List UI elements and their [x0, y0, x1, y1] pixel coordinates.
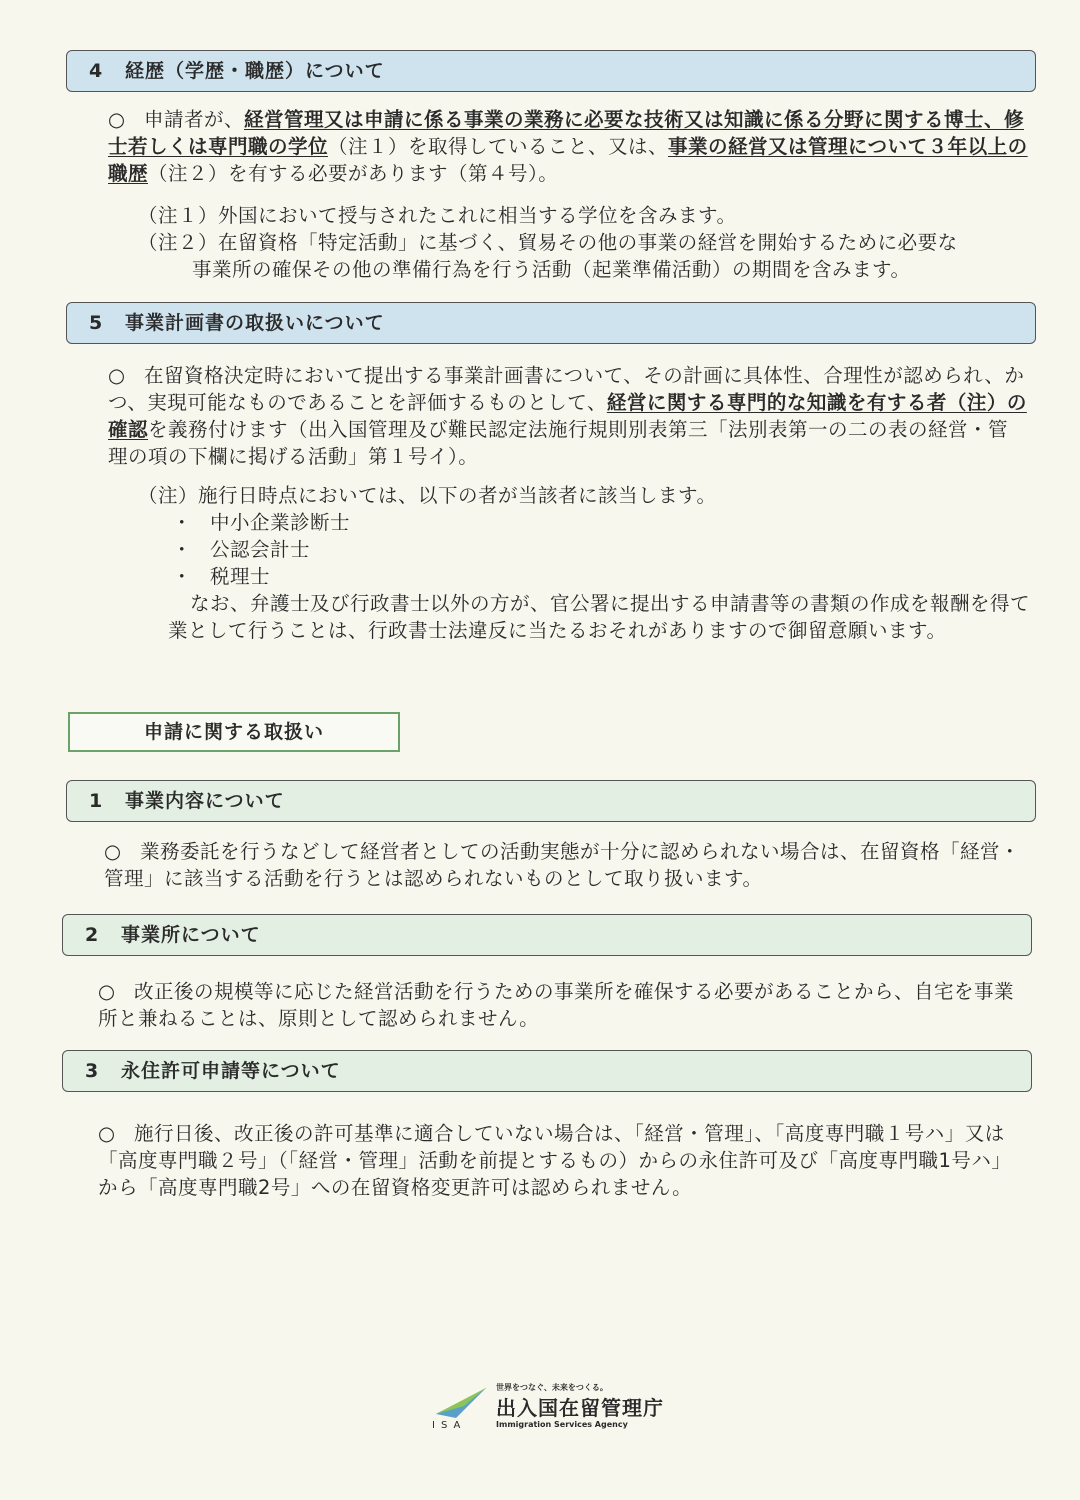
bullet-item: ・ 公認会計士: [172, 538, 311, 561]
circle-bullet: ○: [108, 108, 126, 131]
paper-plane-icon: [434, 1384, 490, 1420]
note-1: （注１）外国において授与されたこれに相当する学位を含みます。: [138, 204, 737, 227]
section-5-paragraph: ○ 在留資格決定時において提出する事業計画書について、その計画に具体性、合理性が認められ、かつ、実現可能なものであることを評価するものとして、経営に関する専門的な知識を有する者（注）の確認を義務付けます（出入国管理及び難民認定法施行規則別表第三「法別表第一の二の表の経営・管理の項の下欄に掲げる活動」第１号イ）。: [108, 364, 1027, 468]
section-title: 永住許可申請等について: [121, 1060, 341, 1082]
logo-name-jp: 出入国在留管理庁: [496, 1396, 664, 1420]
circle-bullet: ○: [98, 1122, 116, 1145]
item-2-paragraph: ○ 改正後の規模等に応じた経営活動を行うための事業所を確保する必要があることから、自宅を事業所と兼ねることは、原則として認められません。: [98, 980, 1015, 1030]
circle-bullet: ○: [108, 364, 126, 387]
logo-tagline: 世界をつなぐ、未来をつくる。: [496, 1383, 608, 1392]
item-3-paragraph: ○ 施行日後、改正後の許可基準に適合していない場合は、「経営・管理」、「高度専門職１号ハ」又は「高度専門職２号」（「経営・管理」活動を前提とするもの）からの永住許可及び「高度専門職1号ハ」から「高度専門職2号」への在留資格変更許可は認められません。: [98, 1122, 1012, 1199]
section-number: 1: [89, 790, 104, 812]
note-tail: なお、弁護士及び行政書士以外の方が、官公署に提出する申請書等の書類の作成を報酬を得て業として行うことは、行政書士法違反に当たるおそれがありますので御留意願います。: [168, 592, 1031, 642]
section-title: 経歴（学歴・職歴）について: [125, 60, 385, 82]
section-number: 5: [89, 312, 104, 334]
logo-name-en: Immigration Services Agency: [496, 1420, 628, 1429]
section-title: 事業内容について: [125, 790, 285, 812]
section-title: 事業計画書の取扱いについて: [125, 312, 385, 334]
section-5-header: [66, 302, 1036, 344]
item-2-header: [62, 914, 1032, 956]
item-3-header: [62, 1050, 1032, 1092]
isa-logo: [430, 1380, 690, 1440]
section-number: 4: [89, 60, 104, 82]
circle-bullet: ○: [98, 980, 116, 1003]
item-1-paragraph: ○ 業務委託を行うなどして経営者としての活動実態が十分に認められない場合は、在留資格「経営・管理」に該当する活動を行うとは認められないものとして取り扱います。: [104, 840, 1021, 890]
note-intro: （注）施行日時点においては、以下の者が当該者に該当します。: [138, 484, 717, 507]
section-4-header: [66, 50, 1036, 92]
circle-bullet: ○: [104, 840, 122, 863]
item-1-header: [66, 780, 1036, 822]
underlined-requirement: 事業の経営又は管理について３年以上の職歴: [108, 135, 1028, 185]
section-number: 2: [85, 924, 100, 946]
bullet-item: ・ 税理士: [172, 565, 271, 588]
section-number: 3: [85, 1060, 100, 1082]
underlined-requirement: 経営に関する専門的な知識を有する者（注）の確認: [108, 391, 1027, 441]
subheading: 申請に関する取扱い: [68, 712, 400, 752]
bullet-item: ・ 中小企業診断士: [172, 511, 351, 534]
note-2: （注２）在留資格「特定活動」に基づく、貿易その他の事業の経営を開始するために必要な: [138, 231, 958, 254]
underlined-requirement: 経営管理又は申請に係る事業の業務に必要な技術又は知識に係る分野に関する博士、修士若しくは専門職の学位: [108, 108, 1025, 158]
section-4-paragraph: ○ 申請者が、経営管理又は申請に係る事業の業務に必要な技術又は知識に係る分野に関する博士、修士若しくは専門職の学位（注１）を取得していること、又は、事業の経営又は管理について３年以上の職歴（注２）を有する必要があります（第４号）。: [108, 108, 1028, 185]
section-title: 事業所について: [121, 924, 261, 946]
note-2-cont: 事業所の確保その他の準備行為を行う活動（起業準備活動）の期間を含みます。: [192, 258, 911, 281]
logo-abbr: ISA: [432, 1420, 467, 1431]
